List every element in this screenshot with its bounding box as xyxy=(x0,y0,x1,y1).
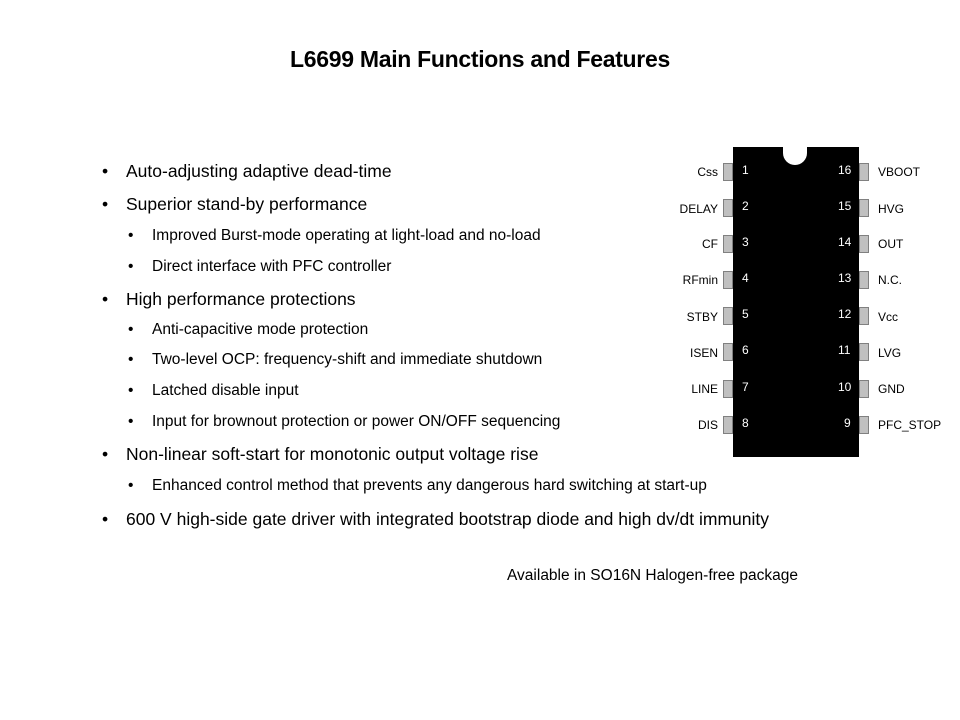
bullet-icon: • xyxy=(128,413,134,430)
pin-14 xyxy=(859,235,869,253)
pin-number: 9 xyxy=(844,416,851,430)
pin-10 xyxy=(859,380,869,398)
pin-label: LVG xyxy=(878,346,902,360)
bullet-icon: • xyxy=(128,477,134,494)
pin-label: ISEN xyxy=(689,346,718,360)
pin-5 xyxy=(723,307,733,325)
pin-8 xyxy=(723,416,733,434)
bullet-icon: • xyxy=(102,444,109,464)
pin-15 xyxy=(859,199,869,217)
pin-label: RFmin xyxy=(682,273,718,287)
bullet-icon: • xyxy=(102,161,109,181)
bullet-icon: • xyxy=(102,194,109,214)
bullet-icon: • xyxy=(102,509,109,529)
pin-number: 6 xyxy=(742,343,749,357)
pin-label: Vcc xyxy=(878,310,899,324)
pin-label: DIS xyxy=(697,418,718,432)
bullet-icon: • xyxy=(102,289,109,309)
pin-label: PFC_STOP xyxy=(878,418,942,432)
bullet-icon: • xyxy=(128,382,134,399)
pin-number: 1 xyxy=(742,163,749,177)
pin-3 xyxy=(723,235,733,253)
pin-number: 3 xyxy=(742,235,749,249)
bullet-icon: • xyxy=(128,351,134,368)
pin-label: CF xyxy=(702,237,718,251)
pin-number: 5 xyxy=(742,307,749,321)
pin-label: VBOOT xyxy=(878,165,921,179)
pin-number: 10 xyxy=(838,380,852,394)
pin-7 xyxy=(723,380,733,398)
pin-13 xyxy=(859,271,869,289)
pin-9 xyxy=(859,416,869,434)
pin-12 xyxy=(859,307,869,325)
pin-16 xyxy=(859,163,869,181)
pin-number: 16 xyxy=(838,163,852,177)
pin-number: 2 xyxy=(742,199,749,213)
pin-number: 7 xyxy=(742,380,749,394)
pin-6 xyxy=(723,343,733,361)
pin-label: Css xyxy=(697,165,718,179)
pin-number: 13 xyxy=(838,271,852,285)
pin-label: HVG xyxy=(878,202,905,216)
pin-1 xyxy=(723,163,733,181)
pin-number: 15 xyxy=(838,199,852,213)
bullet-icon: • xyxy=(128,227,134,244)
pin-label: LINE xyxy=(691,382,718,396)
pin-number: 11 xyxy=(838,343,851,357)
pin-label: OUT xyxy=(878,237,904,251)
pin-label: DELAY xyxy=(679,202,718,216)
pin-label: STBY xyxy=(686,310,718,324)
bullet-icon: • xyxy=(128,321,134,338)
package-caption: Available in SO16N Halogen-free package xyxy=(507,567,798,584)
pin-label: GND xyxy=(878,382,905,396)
pin-4 xyxy=(723,271,733,289)
pin-2 xyxy=(723,199,733,217)
page-title: L6699 Main Functions and Features xyxy=(290,46,670,72)
pin-label: N.C. xyxy=(878,273,902,287)
bullet-icon: • xyxy=(128,258,134,275)
pin-11 xyxy=(859,343,869,361)
pin-number: 12 xyxy=(838,307,852,321)
chip-body xyxy=(733,147,859,457)
pin-number: 4 xyxy=(742,271,749,285)
pin-number: 8 xyxy=(742,416,749,430)
pin-number: 14 xyxy=(838,235,852,249)
